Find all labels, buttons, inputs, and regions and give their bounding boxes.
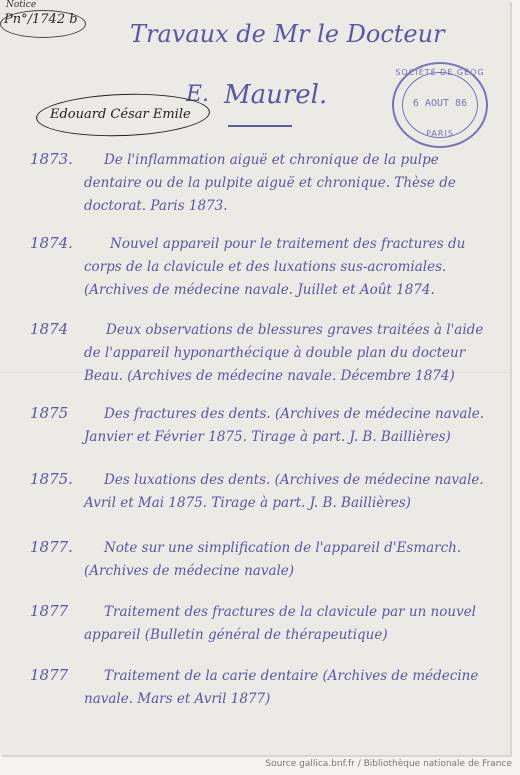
stamp-society-text: SOCIÉTÉ DE GÉOG <box>395 68 485 77</box>
entry-line: (Archives de médecine navale. Juillet et Août 1874. <box>84 282 435 298</box>
entry-line: doctorat. Paris 1873. <box>84 198 228 214</box>
source-credit: Source gallica.bnf.fr / Bibliothèque nationale de France <box>265 759 512 769</box>
shelfmark: Pn°/1742 b <box>4 12 78 27</box>
entry-line: Des fractures des dents. (Archives de médecine navale. <box>104 406 485 422</box>
stamp-date: 6 AOUT 86 <box>412 98 468 109</box>
entry-line: Avril et Mai 1875. Tirage à part. J. B. Baillières) <box>84 495 411 511</box>
entry-year: 1873. <box>30 150 73 168</box>
page-title: Travaux de Mr le Docteur <box>130 20 445 48</box>
author-underline <box>228 125 292 127</box>
entry-line: Note sur une simplification de l'appareil d'Esmarch. <box>104 540 462 556</box>
entry-line: Janvier et Février 1875. Tirage à part. J. B. Baillières) <box>84 429 451 445</box>
entry-line: Beau. (Archives de médecine navale. Décembre 1874) <box>84 368 455 384</box>
entry-year: 1877. <box>30 538 73 556</box>
author-surname: Maurel. <box>224 80 328 110</box>
entry-line: (Archives de médecine navale) <box>84 563 295 579</box>
author-initial: E. <box>186 82 210 107</box>
entry-line: De l'inflammation aiguë et chronique de la pulpe <box>104 152 439 168</box>
stamp-city: PARIS <box>426 129 454 138</box>
entry-line: Nouvel appareil pour le traitement des fractures du <box>110 236 466 252</box>
entry-line: dentaire ou de la pulpite aiguë et chronique. Thèse de <box>84 175 456 191</box>
entry-line: Des luxations des dents. (Archives de médecine navale. <box>104 472 484 488</box>
author-first-names: Edouard César Emile <box>50 107 191 122</box>
entry-year: 1875 <box>30 404 69 422</box>
entry-line: navale. Mars et Avril 1877) <box>84 691 271 707</box>
library-stamp <box>392 62 488 148</box>
entry-year: 1877 <box>30 666 69 684</box>
entry-line: Traitement des fractures de la clavicule par un nouvel <box>104 604 477 620</box>
entry-line: Traitement de la carie dentaire (Archives de médecine <box>104 668 479 684</box>
entry-year: 1874. <box>30 234 73 252</box>
entry-line: appareil (Bulletin général de thérapeutique) <box>84 627 388 643</box>
entry-year: 1874 <box>30 320 69 338</box>
entry-line: Deux observations de blessures graves traitées à l'aide <box>106 322 484 338</box>
entry-line: corps de la clavicule et des luxations sus-acromiales. <box>84 259 447 275</box>
entry-year: 1875. <box>30 470 73 488</box>
entry-line: de l'appareil hyponarthécique à double plan du docteur <box>84 345 466 361</box>
archive-notice-label: Notice <box>6 0 37 10</box>
entry-year: 1877 <box>30 602 69 620</box>
